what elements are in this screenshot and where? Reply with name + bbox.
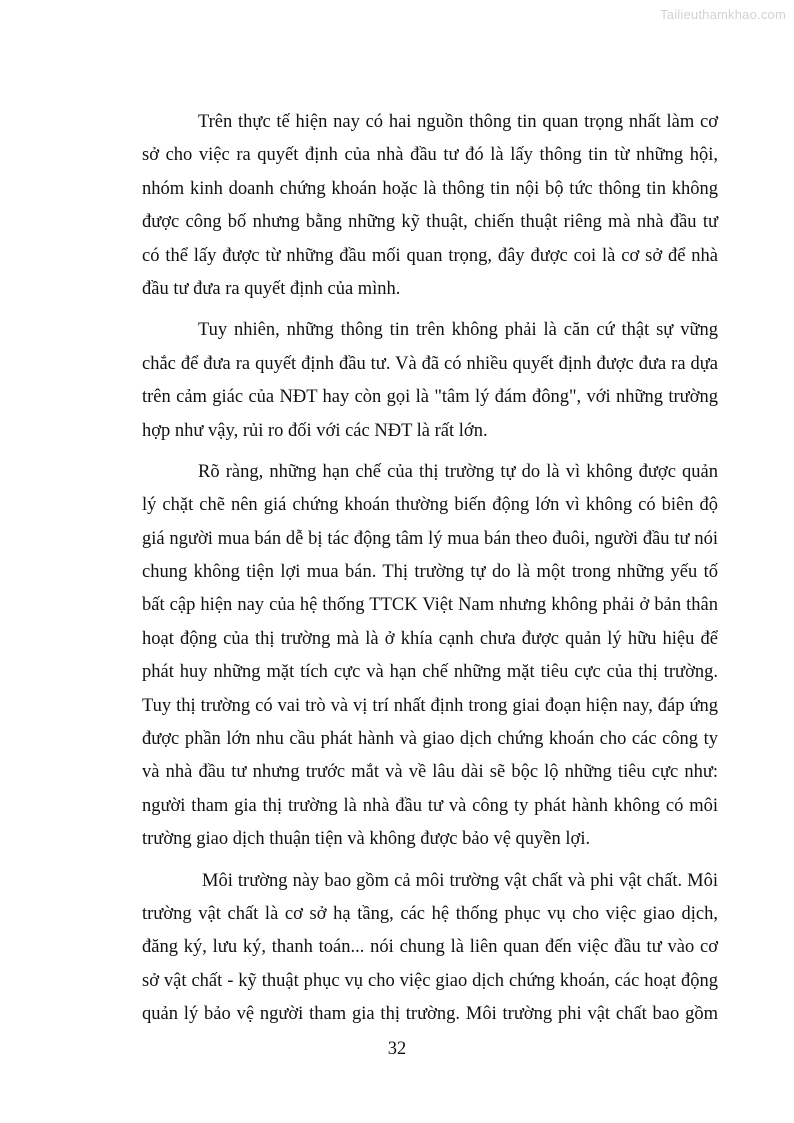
document-body xyxy=(142,106,718,1040)
text-line: chung không tiện lợi mua bán. Thị trường tự do là một trong những yếu tố xyxy=(142,562,718,583)
text-line: và nhà đầu tư nhưng trước mắt và về lâu dài sẽ bộc lộ những tiêu cực như: xyxy=(142,762,718,783)
text-line: được phần lớn nhu cầu phát hành và giao dịch chứng khoán cho các công ty xyxy=(142,729,718,750)
text-line: sở vật chất - kỹ thuật phục vụ cho việc giao dịch chứng khoán, các hoạt động xyxy=(142,970,718,991)
paragraph-2 xyxy=(142,314,718,448)
page-number: 32 xyxy=(387,1039,407,1059)
paragraph-4 xyxy=(142,865,718,1032)
text-line: trường vật chất là cơ sở hạ tầng, các hệ thống phục vụ cho việc giao dịch, xyxy=(142,903,718,924)
text-line: lý chặt chẽ nên giá chứng khoán thường biến động lớn vì không có biên độ xyxy=(142,495,718,516)
watermark-text: Tailieuthamkhao.com xyxy=(660,7,786,22)
paragraph-3 xyxy=(142,456,718,857)
text-line: chắc để đưa ra quyết định đầu tư. Và đã có nhiều quyết định được đưa ra dựa xyxy=(142,353,718,374)
text-line: được công bố nhưng bằng những kỹ thuật, chiến thuật riêng mà nhà đầu tư xyxy=(142,212,718,233)
text-line: có thể lấy được từ những đầu mối quan trọng, đây được coi là cơ sở để nhà xyxy=(142,245,718,266)
text-line: phát huy những mặt tích cực và hạn chế những mặt tiêu cực của thị trường. xyxy=(142,662,718,683)
paragraph-1 xyxy=(142,106,718,306)
text-line: đầu tư đưa ra quyết định của mình. xyxy=(142,278,401,299)
text-line: Tuy thị trường có vai trò và vị trí nhất định trong giai đoạn hiện nay, đáp ứng xyxy=(142,695,718,716)
text-line: người tham gia thị trường là nhà đầu tư và công ty phát hành không có môi xyxy=(142,795,718,816)
text-line: trên cảm giác của NĐT hay còn gọi là "tâm lý đám đông", với những trường xyxy=(142,387,718,408)
text-line: quản lý bảo vệ người tham gia thị trường. Môi trường phi vật chất bao gồm xyxy=(142,1004,718,1025)
text-line: Trên thực tế hiện nay có hai nguồn thông tin quan trọng nhất làm cơ xyxy=(198,112,718,132)
text-line: hợp như vậy, rủi ro đối với các NĐT là rất lớn. xyxy=(142,420,488,441)
text-line: trường giao dịch thuận tiện và không được bảo vệ quyền lợi. xyxy=(142,829,591,850)
text-line: đăng ký, lưu ký, thanh toán... nói chung là liên quan đến việc đầu tư vào cơ xyxy=(142,937,718,958)
text-line: sở cho việc ra quyết định của nhà đầu tư đó là lấy thông tin từ những hội, xyxy=(142,145,718,166)
text-line: nhóm kinh doanh chứng khoán hoặc là thông tin nội bộ tức thông tin không xyxy=(142,178,718,199)
text-line: giá người mua bán dễ bị tác động tâm lý mua bán theo đuôi, người đầu tư nói xyxy=(142,528,718,549)
text-line: hoạt động của thị trường mà là ở khía cạnh chưa được quản lý hữu hiệu để xyxy=(142,628,718,649)
text-line: Rõ ràng, những hạn chế của thị trường tự do là vì không được quản xyxy=(198,461,718,482)
text-line: Tuy nhiên, những thông tin trên không phải là căn cứ thật sự vững xyxy=(198,320,718,341)
text-line: bất cập hiện nay của hệ thống TTCK Việt Nam nhưng không phải ở bản thân xyxy=(142,595,718,616)
text-line: Môi trường này bao gồm cả môi trường vật chất và phi vật chất. Môi xyxy=(202,870,718,891)
